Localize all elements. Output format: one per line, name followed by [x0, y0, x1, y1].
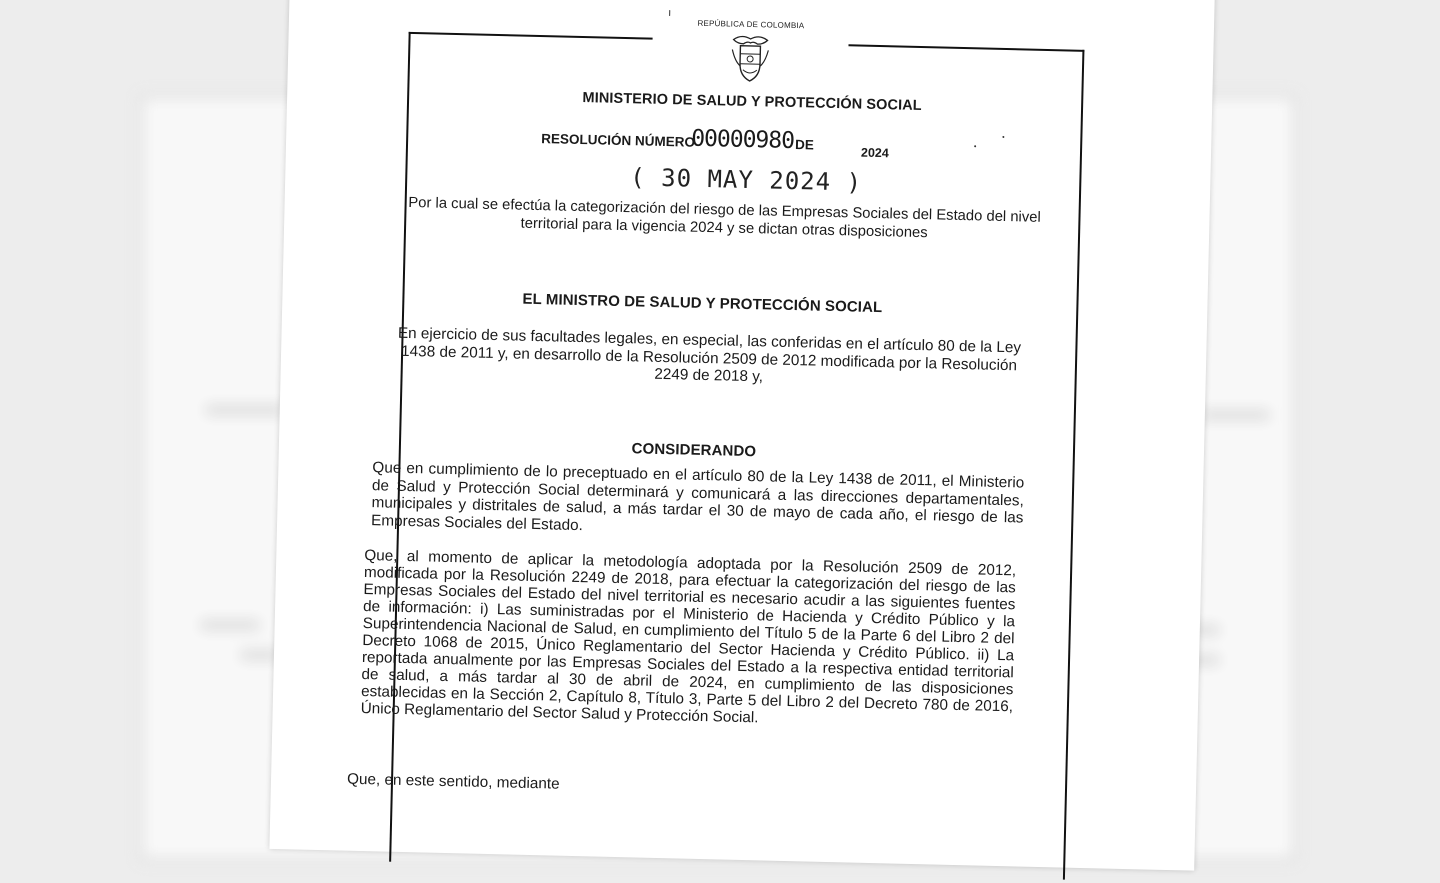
frame-top-right [848, 44, 1084, 52]
scan-speck [974, 145, 976, 147]
resolution-row [541, 125, 942, 164]
resolution-number: 00000980 [691, 126, 794, 154]
frame-right [1063, 50, 1085, 880]
background-text-line [200, 620, 260, 630]
scan-speck [1002, 136, 1004, 138]
considering-paragraph-2: Que, al momento de aplicar la metodología adoptada por la Resolución 2509 de 2012, modificada por la Resolución 2249 de 2018, para efectuar la categorización del riesgo de las Empresas Sociales del Estado del nivel territorial es necesario acudir a las siguientes fuentes de información: i) Las suministradas por el Ministerio de Hacienda y Crédito Público y la Superintendencia Nacional de Salud, en cumplimiento del Título 5 de la Parte 6 del Libro 2 del Decreto 1068 de 2015, Único Reglamentario del Sector Hacienda y Crédito Público. ii) La reportada anualmente por las Empresas Sociales del Estado a la respectiva entidad territorial de salud, a más tardar al 30 de abril de 2024, en cumplimiento de las disposiciones establecidas en la Sección 2, Capítulo 8, Título 3, Parte 5 del Libro 2 del Decreto 780 de 2016, Único Reglamentario del Sector Salud y Protección Social. [361, 547, 1017, 732]
frame-left [389, 32, 411, 862]
coat-of-arms [679, 18, 821, 96]
republic-label: REPÚBLICA DE COLOMBIA [681, 18, 821, 30]
frame-top-left [409, 32, 653, 40]
considering-paragraph-1: Que en cumplimiento de lo preceptuado en el artículo 80 de la Ley 1438 de 2011, el Ministerio de Salud y Protección Social determinará y comunicará a las direcciones departamentales, municipales y distritales de salud, a más tardar el 30 de mayo de cada año, el riesgo de las Empresas Sociales del Estado. [371, 459, 1024, 544]
coat-of-arms-icon [727, 31, 774, 84]
resolution-year: 2024 [861, 146, 889, 161]
considering-paragraph-3: Que, en este sentido, mediante [347, 771, 747, 798]
powers-paragraph: En ejercicio de sus facultades legales, en especial, las conferidas en el artículo 80 de la Ley 1438 de 2011 y, en desarrollo de la Resolución 2509 de 2012 modificada por la Resolución 2249 de 2018 y, [389, 325, 1030, 393]
background-text-line [1200, 410, 1270, 420]
scan-speck [669, 10, 670, 16]
resolution-label: RESOLUCIÓN NÚMERO [541, 131, 695, 150]
minister-title: EL MINISTRO DE SALUD Y PROTECCIÓN SOCIAL [492, 290, 912, 317]
resolution-de-label: DE [795, 137, 814, 152]
subject-paragraph: Por la cual se efectúa la categorización del riesgo de las Empresas Sociales del Estado del nivel territorial para la vigencia 2024 y se dictan otras disposiciones [404, 195, 1045, 245]
ministry-heading: MINISTERIO DE SALUD Y PROTECCIÓN SOCIAL [547, 89, 957, 115]
document-page [269, 0, 1214, 871]
considerando-heading: CONSIDERANDO [614, 440, 774, 461]
date-stamp: ( 30 MAY 2024 ) [630, 163, 862, 196]
background-text-line [205, 405, 285, 415]
